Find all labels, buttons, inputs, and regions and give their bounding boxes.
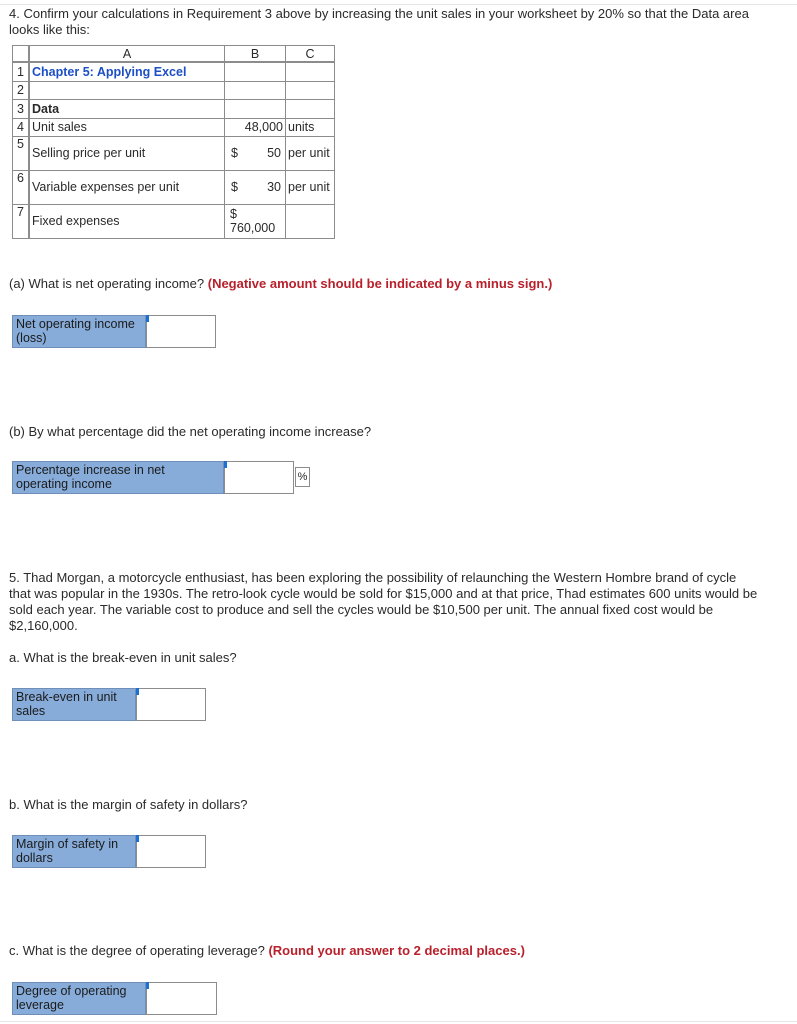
percent-unit: % (295, 467, 310, 487)
col-header-b: B (225, 46, 286, 63)
operating-leverage-input[interactable] (146, 982, 217, 1015)
bottom-divider (0, 1021, 797, 1022)
cell-a2 (29, 81, 225, 99)
q4a-hint: (Negative amount should be indicated by a minus sign.) (207, 276, 553, 291)
row-number: 6 (13, 170, 30, 204)
q4a-question-line (9, 276, 769, 292)
dollar-sign: $ (231, 146, 238, 160)
corner-cell (13, 46, 30, 63)
selling-price-unit: per unit (286, 136, 335, 170)
sheet-row (13, 81, 335, 99)
net-operating-income-label: Net operating income (loss) (12, 315, 146, 348)
sheet-row (13, 99, 335, 118)
cell-c2 (286, 81, 335, 99)
fixed-expenses-label: Fixed expenses (29, 204, 225, 238)
unit-sales-value: 48,000 (225, 118, 286, 136)
margin-of-safety-label: Margin of safety in dollars (12, 835, 136, 868)
sheet-row (13, 62, 335, 81)
row-number: 7 (13, 204, 30, 238)
q5c-question: c. What is the degree of operating leverage? (9, 943, 265, 958)
row-number: 3 (13, 99, 30, 118)
sheet-title-cell: Chapter 5: Applying Excel (29, 62, 225, 81)
sheet-row (13, 204, 335, 238)
break-even-label: Break-even in unit sales (12, 688, 136, 721)
margin-of-safety-input[interactable] (136, 835, 206, 868)
dollar-sign: $ (231, 180, 238, 194)
dollar-sign: $ (230, 207, 237, 221)
percentage-increase-label: Percentage increase in net operating income (12, 461, 224, 494)
row-number: 1 (13, 62, 30, 81)
unit-sales-label: Unit sales (29, 118, 225, 136)
q5c-question-line (9, 943, 769, 959)
row-number: 5 (13, 136, 30, 170)
variable-expenses-label: Variable expenses per unit (29, 170, 225, 204)
data-spreadsheet (12, 45, 335, 239)
col-header-a: A (29, 46, 225, 63)
cell-c7 (286, 204, 335, 238)
cell-c1 (286, 62, 335, 81)
sheet-header-row (13, 46, 335, 63)
fixed-expenses-value: 760,000 (230, 221, 276, 235)
selling-price-label: Selling price per unit (29, 136, 225, 170)
top-divider (0, 4, 797, 5)
sheet-row (13, 170, 335, 204)
variable-expenses-cell (225, 170, 286, 204)
q4a-question: (a) What is net operating income? (9, 276, 205, 291)
cell-b2 (225, 81, 286, 99)
cell-c3 (286, 99, 335, 118)
unit-sales-unit: units (286, 118, 335, 136)
q4b-question: (b) By what percentage did the net operating income increase? (9, 424, 372, 439)
q5a-question: a. What is the break-even in unit sales? (9, 650, 237, 665)
row-number: 4 (13, 118, 30, 136)
row-number: 2 (13, 81, 30, 99)
q4-intro: 4. Confirm your calculations in Requirement 3 above by increasing the unit sales in your worksheet by 20% so that the Data area looks like this: (9, 6, 749, 37)
sheet-row (13, 118, 335, 136)
net-operating-income-input[interactable] (146, 315, 216, 348)
data-heading-cell: Data (29, 99, 225, 118)
selling-price-value: 50 (267, 146, 281, 160)
operating-leverage-label: Degree of operating leverage (12, 982, 146, 1015)
q5-intro: 5. Thad Morgan, a motorcycle enthusiast, has been exploring the possibility of relaunching the Western Hombre brand of cycle that was popular in the 1930s. The retro-look cycle would be sold for $15,000 and at that price, Thad estimates 600 units would be sold each year. The variable cost to produce and sell the cycles would be $10,500 per unit. The annual fixed cost would be $2,160,000. (9, 570, 758, 633)
fixed-expenses-cell (225, 204, 286, 238)
variable-expenses-unit: per unit (286, 170, 335, 204)
q5b-question: b. What is the margin of safety in dollars? (9, 797, 248, 812)
percentage-increase-input[interactable] (224, 461, 294, 494)
break-even-input[interactable] (136, 688, 206, 721)
variable-expenses-value: 30 (267, 180, 281, 194)
cell-b1 (225, 62, 286, 81)
sheet-row (13, 136, 335, 170)
col-header-c: C (286, 46, 335, 63)
cell-b3 (225, 99, 286, 118)
q5c-hint: (Round your answer to 2 decimal places.) (268, 943, 525, 958)
selling-price-cell (225, 136, 286, 170)
